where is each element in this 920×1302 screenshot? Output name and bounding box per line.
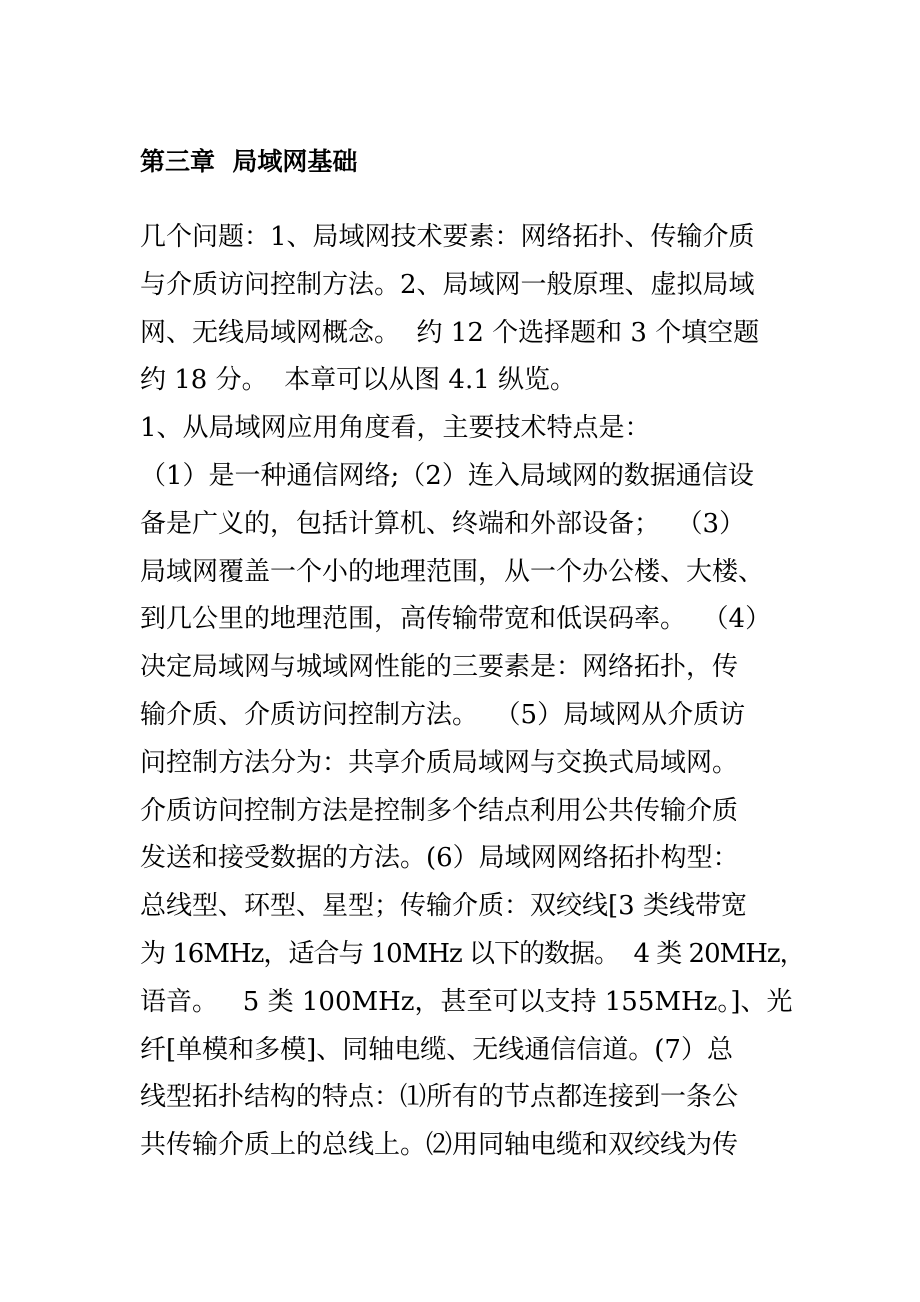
text-line: 语音。 5 类 100MHz，甚至可以支持 155MHz。]、光 [140, 986, 793, 1017]
text-line: 问控制方法分为：共享介质局域网与交换式局域网。 [140, 747, 739, 778]
document-page [140, 142, 805, 1170]
text-line: 到几公里的地理范围，高传输带宽和低误码率。 （4） [140, 604, 772, 635]
chapter-title: 第三章 局域网基础 [140, 147, 358, 176]
text-line: （1）是一种通信网络;（2）连入局域网的数据通信设 [140, 460, 754, 491]
text-line: 约 18 分。 本章可以从图 4.1 纵览。 [140, 365, 577, 396]
text-line: 共传输介质上的总线上。⑵用同轴电缆和双绞线为传 [140, 1130, 739, 1161]
text-line: 总线型、环型、星型；传输介质：双绞线[3 类线带宽 [140, 891, 747, 922]
document-body [140, 214, 805, 1170]
text-line: 介质访问控制方法是控制多个结点利用公共传输介质 [140, 795, 739, 826]
text-line: 几个问题：1、局域网技术要素：网络拓扑、传输介质 [140, 222, 755, 252]
text-line: 发送和接受数据的方法。(6）局域网网络拓扑构型： [140, 843, 739, 874]
text-line: 输介质、介质访问控制方法。 （5）局域网从介质访 [140, 699, 746, 730]
text-line: 与介质访问控制方法。2、局域网一般原理、虚拟局域 [140, 269, 755, 300]
text-line: 网、无线局域网概念。 约 12 个选择题和 3 个填空题 [140, 317, 760, 348]
text-line: 纤[单模和多模]、同轴电缆、无线通信信道。(7）总 [140, 1034, 733, 1065]
text-line: 局域网覆盖一个小的地理范围，从一个办公楼、大楼、 [140, 556, 765, 587]
text-line: 决定局域网与城域网性能的三要素是：网络拓扑，传 [140, 652, 739, 683]
text-line: 线型拓扑结构的特点：⑴所有的节点都连接到一条公 [140, 1082, 739, 1113]
text-line: 为 16MHz，适合与 10MHz 以下的数据。 4 类 20MHz， [140, 938, 805, 969]
text-line: 备是广义的，包括计算机、终端和外部设备； （3） [140, 508, 746, 539]
text-line: 1、从局域网应用角度看，主要技术特点是： [140, 413, 651, 444]
